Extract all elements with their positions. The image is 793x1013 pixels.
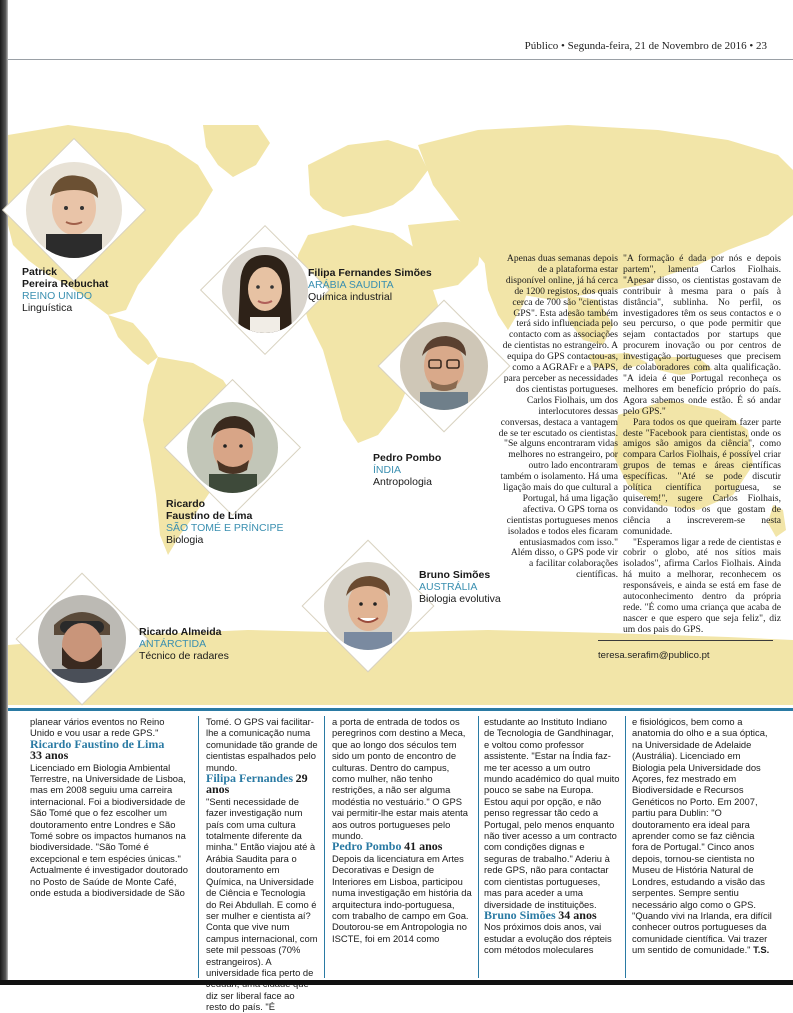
bio-name: Filipa Fernandes <box>206 771 294 786</box>
person-label-ricardo-almeida <box>139 626 259 662</box>
avatar <box>187 402 278 493</box>
person-name: Filipa Fernandes Simões <box>308 267 432 279</box>
avatar <box>38 595 126 683</box>
bio-text: planear vários eventos no Reino Unido e vou usar a rede GPS." <box>30 716 165 739</box>
bio-column-1 <box>30 716 190 899</box>
bio-text: estudante ao Instituto Indiano de Tecnologia de Gandhinagar, e voltou como professor assistente. "Estar na Índia faz-me ter acesso a um outro mundo académico do qual muito pouco se sabe na Europa. Estou aqui por opção, e não penso regressar tão cedo a Portugal, pelo menos enquanto não tiver acesso a um contracto com condições dignas e seguras de trabalho." Aderiu à rede GPS, não para contactar com cientistas portugueses, mas para aceder a uma diversidade de instituições. <box>484 716 620 910</box>
portrait-pedro-photo <box>400 322 488 410</box>
bio-heading <box>206 773 318 796</box>
person-field: Técnico de radares <box>139 650 229 662</box>
bio-text: a porta de entrada de todos os peregrinos com destino a Meca, que ao longo dos séculos tem sido um ponto de encontro de culturas. Dentro do campus, como mulher, não tenho restrições, a não ser alguma modéstia no vestuário." O GPS vai permitir-lhe estar mais atenta aos outros portugueses pelo mundo. <box>332 716 468 842</box>
bio-text: "Senti necessidade de fazer investigação num país com uma cultura totalmente diferente da minha." Então viajou até à Arábia Saudita para o doutoramento em Química, na Universidade de Ciência e Tecnologia do Rei Abdullah. E como é ser mulher e cientista aí? Conta que vive num campus internacional, com sete mil pessoas (70% estrangeiros). A universidade fica perto de diz ser liberal face ao resto do país. "É <box>206 795 318 1013</box>
bio-column-2 <box>206 716 318 1013</box>
article-paragraph: Além disso, o GPS pode vir a facilitar colaborações científicas. <box>510 547 618 581</box>
bios-top-rule <box>8 708 793 711</box>
bio-text: Tomé. O GPS vai facilitar-lhe a comunicação numa comunidade tão grande de cientistas espalhados pelo mundo. <box>206 716 318 773</box>
person-name: Patrick Pereira Rebuchat <box>22 266 109 290</box>
person-country: ARÁBIA SAUDITA <box>308 279 394 291</box>
bio-age: 34 anos <box>558 907 597 922</box>
person-field: Biologia evolutiva <box>419 593 501 605</box>
avatar <box>222 247 308 333</box>
portrait-bruno-photo <box>324 562 412 650</box>
portrait-filipa-photo <box>222 247 308 333</box>
bio-text: Depois da licenciatura em Artes Decorativas e Design de Interiores em Lisboa, participou numa investigação em história da arquitectura indo-portuguesa, com trabalho de campo em Goa. Doutorou-se em Antropologia no ISCTE, foi em 2014 como <box>332 852 472 944</box>
bio-text-body: e fisiológicos, bem como a anatomia do olho e a sua óptica, na Universidade de Adelaide (Austrália). Licenciado em Biologia pela Universidade dos Açores, fez mestrado em Biodiversidade e Recursos Genéticos no Porto. Em 2007, partiu para Dublin: "O doutoramento era ideal para aprender como se faz ciência fora de Portugal." Cinco anos depois, tornou-se cientista no Museu de História Natural de Londres, estudando a visão das serpentes. Sempre sentiu necessário algo como o GPS. "Quando vivi na Irlanda, era difícil conhecer outros portugueses da comunidade científica. Vai trazer um sentido de comunidade." <box>632 716 772 956</box>
column-separator <box>198 716 199 978</box>
bio-heading <box>484 907 620 922</box>
bio-heading <box>30 736 190 763</box>
bio-name: Pedro Pombo <box>332 839 402 854</box>
person-field: Biologia <box>166 534 204 546</box>
bio-column-3 <box>332 716 472 944</box>
portrait-patrick-photo <box>26 162 122 258</box>
page-bottom-edge <box>0 980 793 985</box>
person-label-pedro <box>373 452 473 488</box>
person-country: SÃO TOMÉ E PRÍNCIPE <box>166 522 284 534</box>
bio-text: Licenciado em Biologia Ambiental Terrestre, na Universidade de Lisboa, mas em 2008 seguiu uma carreira internacional. Foi a biodiversidade de São Tomé que o fez escolher um doutoramento entre Londres e São Tomé sobre os impactos humanos na biodiversidade. "São Tomé é excepcional e tem espécies únicas." Actualmente é investigador doutorado no Posto de Saúde de Monte Café, onde estuda a biodiversidade de São <box>30 761 188 899</box>
article-paragraph: "A formação é dada por nós e depois partem", lamenta Carlos Fiolhais. "Apesar disso, os cientistas gostavam de contribuir à mesma para o país à distância", sublinha. No perfil, os investigadores têm os seus contactos e o seu percurso, o que pode permitir que sejam contactados por startups que procurem inovação ou por centros de investigação portugueses que precisem de colaboradores com alta qualificação. "A ideia é que Portugal reconheça os melhores em benefício próprio do país. Agora sabemos onde estão. É só andar pelo GPS." <box>623 253 781 417</box>
portrait-ricardo-faustino-photo <box>187 402 278 493</box>
person-label-patrick <box>22 266 142 314</box>
person-name: Pedro Pombo <box>373 452 442 464</box>
person-name: Ricardo Faustino de Lima <box>166 498 253 522</box>
bio-heading <box>332 841 472 852</box>
portrait-ricardo-almeida-photo <box>38 595 126 683</box>
avatar <box>26 162 122 258</box>
person-field: Antropologia <box>373 476 432 488</box>
bio-age: 41 anos <box>404 839 443 854</box>
article-paragraph: Apenas duas semanas depois de a plataforma estar disponível online, já há cerca de 1200 registos, dos quais cerca de 700 são "cientistas GPS". Esta adesão também terá sido influenciada pelo contacto com as associações de cientistas no estrangeiro. A equipa do GPS contactou-as, como a AGRAFr e a PAPS, para perceber as necessidades dos cientistas portugueses. Carlos Fiolhais, um dos interlocutores dessas conversas, destaca a vantagem de se ter escutado os cientistas. "Se alguns encontraram vidas melhores no estrangeiro, por outro lado encontraram também o isolamento. Há uma ligação mais do que cultural a Portugal, há uma ligação afectiva. O GPS torna os cientistas portugueses menos isolados e todos eles ficaram entusiasmados com isso." <box>498 253 618 548</box>
author-email: teresa.serafim@publico.pt <box>598 650 710 661</box>
author-signature: T.S. <box>753 944 770 956</box>
person-country: ANTÁRCTIDA <box>139 638 207 650</box>
article-column-1 <box>498 254 618 581</box>
bio-column-4 <box>484 716 620 956</box>
column-separator <box>324 716 325 978</box>
bio-text <box>632 716 772 956</box>
person-country: REINO UNIDO <box>22 290 93 302</box>
column-separator <box>625 716 626 978</box>
person-label-filipa <box>308 267 458 303</box>
person-label-ricardo-faustino <box>166 498 296 546</box>
bio-age: 29 anos <box>206 771 308 797</box>
person-field: Química industrial <box>308 291 393 303</box>
running-head: Público • Segunda-feira, 21 de Novembro de 2016 • 23 <box>524 40 767 52</box>
email-rule <box>598 640 773 641</box>
bio-name: Ricardo Faustino de Lima <box>30 736 165 751</box>
article-paragraph: Para todos os que queiram fazer parte deste "Facebook para cientistas, onde os amigos são amigos da ciência", como compara Carlos Fiolhais, é possível criar grupos de temas e áreas científicas específicas. "Até se pode discutir política científica portuguesa, se quiserem!", sugere Carlos Fiolhais, convidando todos os que gostam de ciência a inscreverem-se nesta comunidade. <box>623 416 781 537</box>
column-separator <box>478 716 479 978</box>
page-gutter-shadow <box>0 0 8 985</box>
bio-name: Bruno Simões <box>484 907 556 922</box>
person-field: Linguística <box>22 302 73 314</box>
person-name: Ricardo Almeida <box>139 626 222 638</box>
header-rule <box>8 59 793 60</box>
avatar <box>324 562 412 650</box>
bio-text: Nos próximos dois anos, vai estudar a evolução dos répteis com métodos moleculares <box>484 921 612 956</box>
article-paragraph: "Esperamos ligar a rede de cientistas e cobrir o globo, até nos sítios mais isolados", afirma Carlos Fiolhais. Ainda há muito a melhorar, reconhecem os responsáveis, e ainda se está em fase de autoconhecimento dentro da própria rede. "É como uma criança que acaba de nascer e que espero que seja feliz", diz um dos pais do GPS. <box>623 536 781 635</box>
person-country: ÍNDIA <box>373 464 402 476</box>
person-country: AUSTRÁLIA <box>419 581 478 593</box>
bio-age: 33 anos <box>30 748 69 763</box>
bio-column-5 <box>632 716 772 956</box>
person-name: Bruno Simões <box>419 569 491 581</box>
article-column-2 <box>623 254 781 636</box>
avatar <box>400 322 488 410</box>
